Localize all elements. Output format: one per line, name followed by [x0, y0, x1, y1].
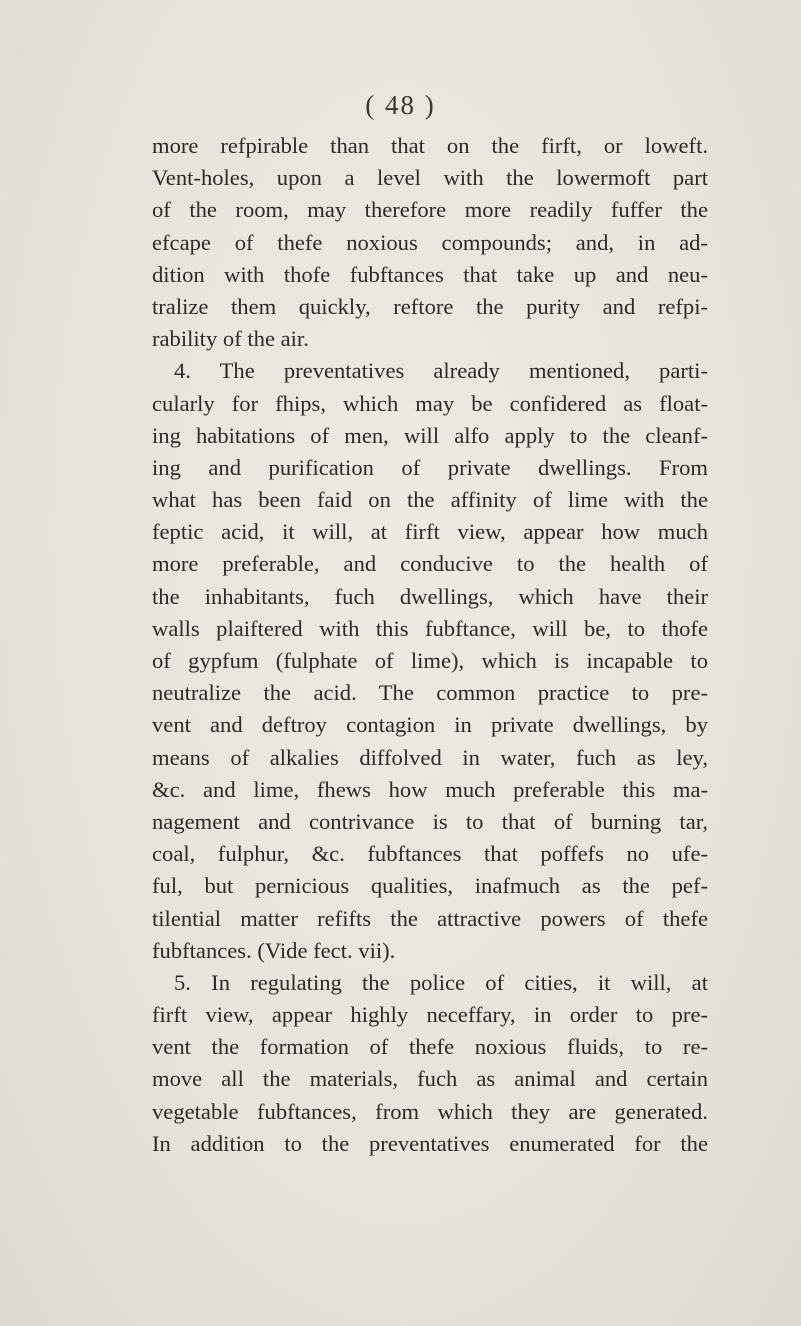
text-line: fubftances. (Vide fect. vii).	[152, 937, 396, 963]
text-line: &c. and lime, fhews how much preferable this ma-	[152, 776, 708, 802]
page-number: ( 48 )	[365, 90, 436, 120]
text-line: vent and deftroy contagion in private dwellings, by	[152, 712, 708, 738]
text-line: the inhabitants, fuch dwellings, which have their	[152, 583, 708, 609]
text-line: move all the materials, fuch as animal and certain	[152, 1066, 708, 1092]
text-line: 4. The preventatives already mentioned, parti-	[174, 358, 708, 384]
text-line: tilential matter refifts the attractive powers of thefe	[152, 905, 708, 931]
text-line: coal, fulphur, &c. fubftances that poffefs no ufe-	[152, 841, 708, 867]
text-line: ful, but pernicious qualities, inafmuch as the pef-	[152, 873, 708, 899]
text-line: nagement and contrivance is to that of burning tar,	[152, 808, 708, 834]
text-line: vent the formation of thefe noxious fluids, to re-	[152, 1034, 708, 1060]
text-line: 5. In regulating the police of cities, it will, at	[174, 969, 708, 995]
text-line: firft view, appear highly neceffary, in order to pre-	[152, 1002, 708, 1028]
text-line: dition with thofe fubftances that take up and neu-	[152, 261, 708, 287]
text-line: efcape of thefe noxious compounds; and, in ad-	[152, 229, 708, 255]
page-body-text	[152, 130, 708, 1160]
text-line: of gypfum (fulphate of lime), which is incapable to	[152, 648, 708, 673]
text-line: tralize them quickly, reftore the purity and refpi-	[152, 293, 708, 319]
text-line: ing and purification of private dwellings. From	[152, 454, 708, 480]
text-line: Vent-holes, upon a level with the lowermoft part	[152, 165, 708, 191]
text-line: what has been faid on the affinity of lime with the	[152, 487, 708, 513]
text-line: In addition to the preventatives enumerated for the	[152, 1130, 708, 1156]
text-line: more refpirable than that on the firft, or loweft.	[152, 133, 708, 158]
text-line: rability of the air.	[152, 326, 309, 352]
text-line: of the room, may therefore more readily fuffer the	[152, 197, 708, 223]
text-line: more preferable, and conducive to the health of	[152, 551, 708, 577]
text-line: vegetable fubftances, from which they are generated.	[152, 1098, 708, 1124]
text-line: means of alkalies diffolved in water, fuch as ley,	[152, 744, 708, 770]
text-line: cularly for fhips, which may be confidered as float-	[152, 390, 708, 416]
text-line: feptic acid, it will, at firft view, appear how much	[152, 519, 708, 545]
text-line: ing habitations of men, will alfo apply to the cleanf-	[152, 422, 708, 448]
text-line: neutralize the acid. The common practice to pre-	[152, 680, 708, 706]
text-line: walls plaiftered with this fubftance, will be, to thofe	[152, 615, 708, 641]
